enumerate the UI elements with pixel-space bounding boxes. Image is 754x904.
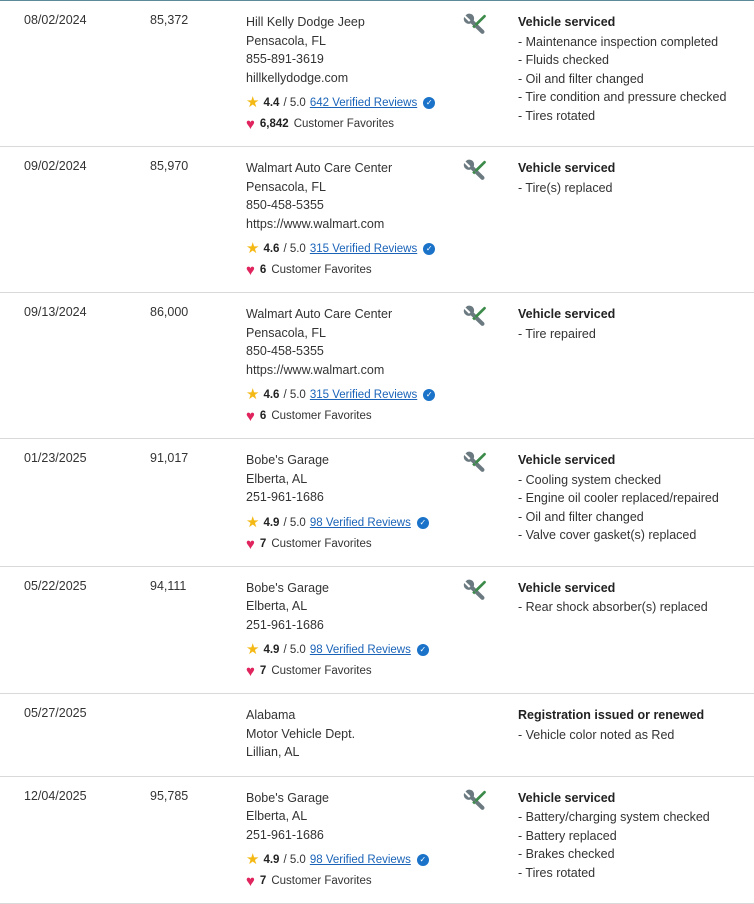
- source-website: hillkellydodge.com: [246, 70, 349, 85]
- verified-reviews-link[interactable]: 315 Verified Reviews: [309, 389, 418, 401]
- source-favorites-line: [246, 664, 446, 679]
- verified-check-icon: ✓: [423, 389, 435, 401]
- detail-item: - Brakes checked: [518, 847, 615, 861]
- source-name: Bobe's Garage: [246, 580, 329, 595]
- source-location: Pensacola, FL: [246, 325, 326, 340]
- verified-reviews-link[interactable]: 98 Verified Reviews: [309, 516, 411, 529]
- table-row: [0, 147, 754, 293]
- record-icon-cell: [454, 147, 516, 293]
- rating-value: 4.6: [263, 389, 280, 401]
- record-source-cell: [228, 694, 454, 777]
- record-date: 01/23/2025: [24, 451, 87, 465]
- record-source-cell: [228, 776, 454, 904]
- rating-scale: / 5.0: [283, 644, 306, 656]
- detail-item: - Battery/charging system checked: [518, 810, 710, 824]
- record-date: 05/27/2025: [24, 706, 87, 720]
- detail-title: Vehicle serviced: [518, 161, 616, 175]
- table-row: [0, 293, 754, 439]
- detail-item: - Vehicle color noted as Red: [518, 727, 675, 742]
- source-rating-line: [246, 242, 446, 256]
- detail-item: - Valve cover gasket(s) replaced: [518, 528, 697, 542]
- favorites-count: 7: [259, 537, 267, 550]
- table-row: [0, 566, 754, 694]
- favorites-label: Customer Favorites: [271, 264, 372, 276]
- record-source-cell: [228, 439, 454, 567]
- source-phone: 855-891-3619: [246, 52, 324, 66]
- favorites-label: Customer Favorites: [271, 875, 372, 887]
- source-rating-line: [246, 96, 446, 110]
- record-icon-cell: [454, 439, 516, 567]
- source-name: Bobe's Garage: [246, 790, 329, 805]
- record-detail-cell: [516, 694, 754, 777]
- detail-title: Registration issued or renewed: [518, 708, 705, 722]
- detail-item: - Rear shock absorber(s) replaced: [518, 600, 708, 614]
- rating-value: 4.6: [263, 243, 280, 255]
- favorites-label: Customer Favorites: [271, 410, 372, 422]
- favorites-count: 6: [259, 410, 267, 422]
- detail-title: Vehicle serviced: [518, 307, 616, 321]
- record-detail-cell: [516, 1, 754, 147]
- verified-check-icon: ✓: [417, 644, 429, 656]
- source-favorites-line: [246, 874, 446, 889]
- star-icon: ★: [246, 94, 260, 111]
- record-odometer: 85,970: [150, 159, 189, 173]
- detail-item: - Cooling system checked: [518, 472, 662, 487]
- source-rating-line: [246, 643, 446, 657]
- record-detail-cell: [516, 293, 754, 439]
- heart-icon: ♥: [246, 535, 255, 553]
- heart-icon: ♥: [246, 663, 255, 680]
- source-name: Walmart Auto Care Center: [246, 307, 393, 321]
- table-row: [0, 694, 754, 777]
- detail-item: - Tire condition and pressure checked: [518, 90, 727, 104]
- verified-reviews-link[interactable]: 642 Verified Reviews: [309, 97, 418, 109]
- verified-check-icon: ✓: [417, 517, 429, 529]
- star-icon: ★: [246, 386, 260, 403]
- service-wrench-icon: [462, 305, 488, 329]
- record-date-cell: [0, 439, 142, 567]
- record-odometer-cell: [142, 1, 228, 147]
- rating-scale: / 5.0: [283, 516, 306, 529]
- source-favorites-line: [246, 537, 446, 552]
- record-icon-cell: [454, 1, 516, 147]
- detail-item: - Tires rotated: [518, 108, 596, 123]
- source-phone: 251-961-1686: [246, 827, 324, 842]
- detail-item: - Fluids checked: [518, 53, 610, 67]
- source-location: Motor Vehicle Dept.: [246, 726, 356, 741]
- record-date: 09/13/2024: [24, 305, 87, 319]
- record-date-cell: [0, 776, 142, 904]
- detail-item: - Tire repaired: [518, 326, 596, 341]
- record-date-cell: [0, 293, 142, 439]
- source-rating-line: [246, 388, 446, 402]
- source-phone: 850-458-5355: [246, 344, 324, 358]
- record-date: 05/22/2025: [24, 578, 87, 593]
- rating-scale: / 5.0: [283, 389, 306, 401]
- source-phone: 251-961-1686: [246, 490, 324, 504]
- detail-item: - Battery replaced: [518, 828, 617, 843]
- source-name: Hill Kelly Dodge Jeep: [246, 15, 365, 29]
- detail-title: Vehicle serviced: [518, 453, 616, 467]
- source-name: Walmart Auto Care Center: [246, 161, 393, 175]
- record-detail-cell: [516, 147, 754, 293]
- star-icon: ★: [246, 240, 260, 257]
- record-icon-cell: [454, 776, 516, 904]
- detail-item: - Tires rotated: [518, 865, 596, 880]
- source-phone: 251-961-1686: [246, 617, 324, 632]
- source-favorites-line: [246, 409, 446, 424]
- star-icon: ★: [246, 641, 260, 658]
- record-detail-cell: [516, 439, 754, 567]
- source-rating-line: [246, 513, 446, 531]
- record-date-cell: [0, 147, 142, 293]
- record-date-cell: [0, 566, 142, 694]
- rating-value: 4.9: [263, 854, 280, 866]
- verified-reviews-link[interactable]: 98 Verified Reviews: [309, 644, 411, 656]
- record-icon-cell: [454, 566, 516, 694]
- record-odometer-cell: [142, 147, 228, 293]
- record-date-cell: [0, 1, 142, 147]
- detail-item: - Maintenance inspection completed: [518, 34, 719, 49]
- source-name: Bobe's Garage: [246, 453, 329, 467]
- favorites-label: Customer Favorites: [293, 118, 395, 130]
- verified-reviews-link[interactable]: 98 Verified Reviews: [309, 854, 411, 866]
- record-date: 08/02/2024: [24, 13, 87, 27]
- record-detail-cell: [516, 566, 754, 694]
- record-odometer-cell: [142, 776, 228, 904]
- table-row: [0, 439, 754, 567]
- detail-title: Vehicle serviced: [518, 790, 616, 805]
- star-icon: ★: [246, 851, 260, 868]
- table-row: [0, 1, 754, 147]
- record-odometer-cell: [142, 293, 228, 439]
- rating-scale: / 5.0: [283, 97, 306, 109]
- detail-title: Vehicle serviced: [518, 580, 616, 595]
- service-wrench-icon: [462, 13, 488, 37]
- favorites-label: Customer Favorites: [271, 665, 372, 677]
- detail-item: - Tire(s) replaced: [518, 180, 613, 195]
- record-odometer: 85,372: [150, 13, 189, 27]
- rating-scale: / 5.0: [283, 243, 306, 255]
- source-location: Elberta, AL: [246, 599, 308, 613]
- source-website: https://www.walmart.com: [246, 216, 385, 231]
- record-icon-cell: [454, 293, 516, 439]
- record-date: 09/02/2024: [24, 159, 87, 173]
- record-odometer: 91,017: [150, 451, 189, 465]
- favorites-label: Customer Favorites: [271, 537, 372, 550]
- source-location: Pensacola, FL: [246, 33, 326, 48]
- rating-scale: / 5.0: [283, 854, 306, 866]
- source-name: Alabama: [246, 708, 296, 722]
- heart-icon: ♥: [246, 116, 255, 133]
- record-detail-cell: [516, 776, 754, 904]
- record-odometer-cell: [142, 694, 228, 777]
- verified-check-icon: ✓: [423, 243, 435, 255]
- star-icon: ★: [246, 513, 260, 531]
- detail-item: - Oil and filter changed: [518, 509, 644, 524]
- record-icon-cell: [454, 694, 516, 777]
- record-odometer: 94,111: [150, 578, 187, 593]
- source-phone: 850-458-5355: [246, 198, 324, 212]
- verified-check-icon: ✓: [417, 854, 429, 866]
- detail-item: - Oil and filter changed: [518, 71, 644, 86]
- service-wrench-icon: [462, 451, 488, 475]
- service-wrench-icon: [462, 789, 488, 813]
- favorites-count: 7: [259, 665, 267, 677]
- record-odometer-cell: [142, 439, 228, 567]
- verified-reviews-link[interactable]: 315 Verified Reviews: [309, 243, 418, 255]
- record-source-cell: [228, 147, 454, 293]
- record-odometer-cell: [142, 566, 228, 694]
- record-date: 12/04/2025: [24, 788, 87, 803]
- table-row: [0, 776, 754, 904]
- favorites-count: 7: [259, 875, 267, 887]
- source-favorites-line: [246, 117, 446, 132]
- source-phone: Lillian, AL: [246, 745, 300, 759]
- service-wrench-icon: [462, 579, 488, 603]
- detail-title: Vehicle serviced: [518, 15, 616, 29]
- favorites-count: 6: [259, 264, 267, 276]
- heart-icon: ♥: [246, 873, 255, 890]
- source-rating-line: [246, 853, 446, 867]
- record-date-cell: [0, 694, 142, 777]
- favorites-count: 6,842: [259, 118, 289, 130]
- source-website: https://www.walmart.com: [246, 362, 385, 377]
- source-location: Elberta, AL: [246, 809, 308, 823]
- heart-icon: ♥: [246, 262, 255, 279]
- record-odometer: 95,785: [150, 788, 189, 803]
- source-location: Elberta, AL: [246, 471, 308, 486]
- rating-value: 4.9: [263, 516, 280, 529]
- heart-icon: ♥: [246, 408, 255, 425]
- rating-value: 4.4: [263, 97, 280, 109]
- record-odometer: 86,000: [150, 305, 189, 319]
- record-source-cell: [228, 566, 454, 694]
- source-favorites-line: [246, 263, 446, 278]
- detail-item: - Engine oil cooler replaced/repaired: [518, 491, 719, 505]
- record-source-cell: [228, 293, 454, 439]
- rating-value: 4.9: [263, 644, 280, 656]
- verified-check-icon: ✓: [423, 97, 435, 109]
- service-wrench-icon: [462, 159, 488, 183]
- record-source-cell: [228, 1, 454, 147]
- history-table-body: [0, 1, 754, 904]
- source-location: Pensacola, FL: [246, 179, 326, 194]
